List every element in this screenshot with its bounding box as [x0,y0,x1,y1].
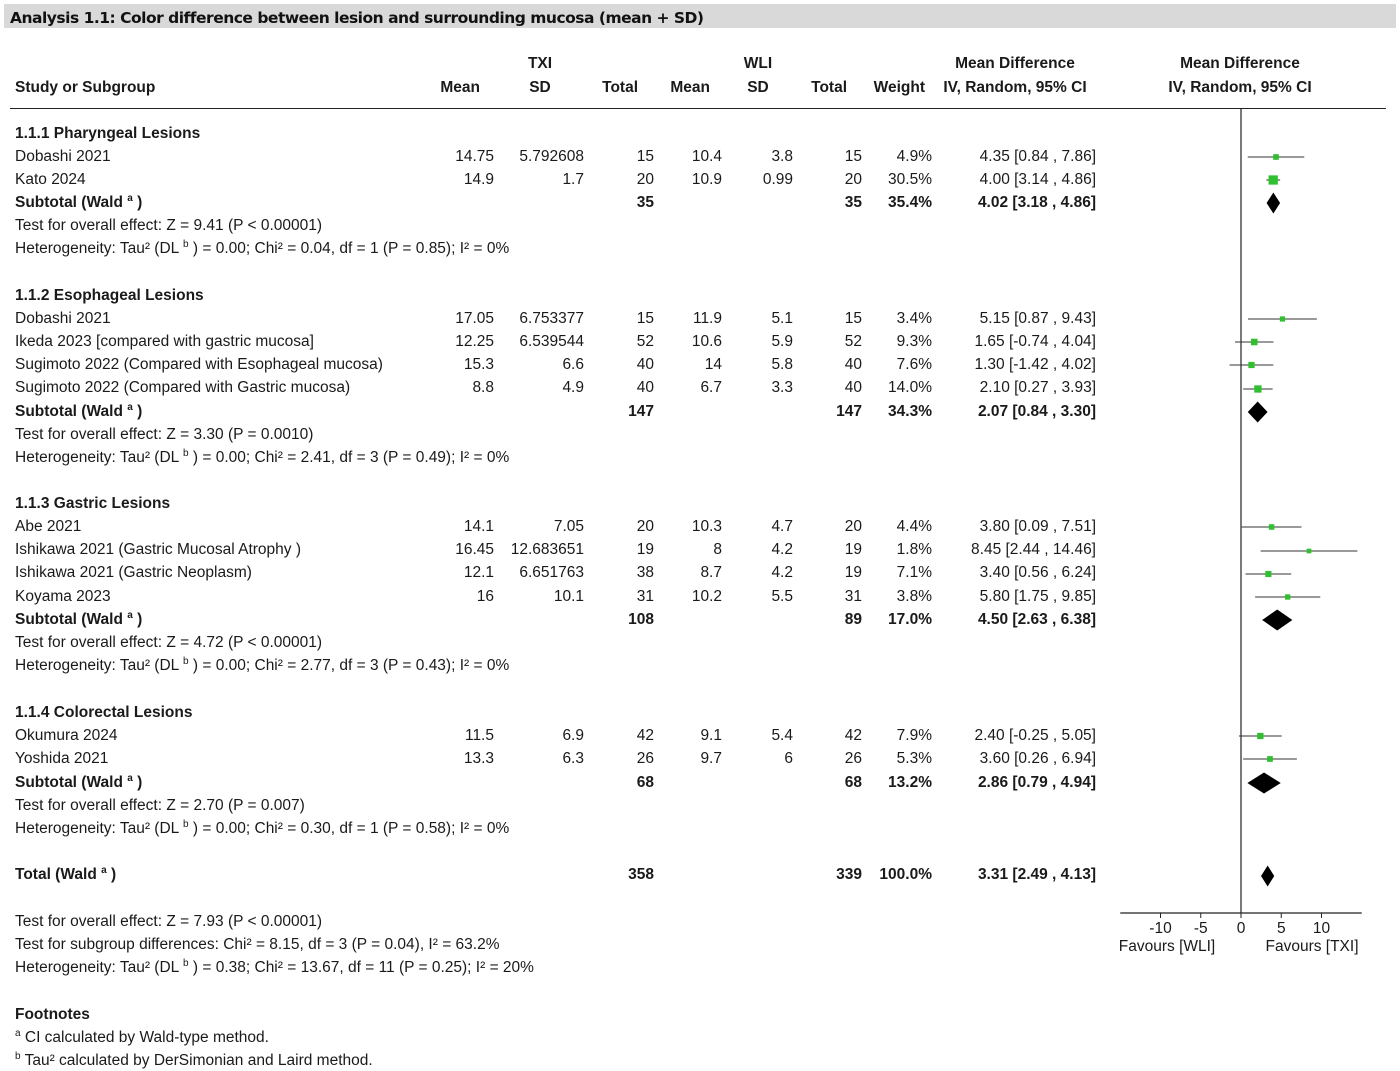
weight: 7.6% [896,356,932,373]
txi-mean: 12.25 [455,333,494,350]
subtotal-ci: 2.86 [0.79 , 4.94] [977,774,1096,791]
txi-total: 19 [636,541,654,558]
wli-total: 26 [844,750,862,767]
subtotal-diamond [1267,193,1281,214]
study-name: Ishikawa 2021 (Gastric Neoplasm) [15,564,252,581]
heterogeneity: Heterogeneity: Tau² (DL $^b$ ) = 0.00; Chi² = 0.30, df = 1 (P = 0.58); I² = 0% [15,819,510,837]
txi-sd: 5.792608 [519,148,584,165]
wli-mean: 9.1 [700,727,722,744]
total-diamond [1261,866,1274,887]
txi-sd: 1.7 [562,171,584,188]
x-tick-label: 10 [1312,920,1331,937]
wli-total: 20 [844,171,862,188]
txi-sd: 4.9 [562,379,584,396]
subtotal-wli-total: 147 [836,403,862,420]
favours-right-label: Favours [TXI] [1265,938,1359,955]
subtotal-label: Subtotal (Wald $^a$ ) [15,773,143,791]
heterogeneity: Heterogeneity: Tau² (DL $^b$ ) = 0.00; Chi² = 2.77, df = 3 (P = 0.43); I² = 0% [15,656,510,674]
mean-difference-ci: 4.35 [0.84 , 7.86] [979,148,1096,165]
study-marker [1251,339,1258,346]
weight: 4.4% [896,518,932,535]
txi-sd: 6.539544 [519,333,584,350]
wli-sd: 6 [784,750,793,767]
weight: 9.3% [896,333,932,350]
study-marker [1285,594,1290,599]
study-marker [1254,385,1261,392]
wli-mean: 10.3 [691,518,722,535]
wli-mean: 10.4 [691,148,722,165]
wli-total: 19 [844,564,862,581]
wli-mean: 10.2 [691,588,722,605]
wli-total: 52 [844,333,862,350]
study-name: Ishikawa 2021 (Gastric Mucosal Atrophy ) [15,541,302,558]
study-name: Abe 2021 [15,518,82,535]
wli-sd: 4.2 [771,541,793,558]
wli-sd: 3.3 [771,379,793,396]
study-name: Dobashi 2021 [15,148,111,165]
group-title: 1.1.1 Pharyngeal Lesions [15,125,201,142]
txi-sd: 6.6 [562,356,584,373]
mean-difference-ci: 3.80 [0.09 , 7.51] [979,518,1096,535]
txi-total: 38 [636,564,654,581]
txi-mean: 14.1 [463,518,494,535]
header-wli-mean: Mean [670,79,710,96]
wli-mean: 11.9 [692,310,722,327]
wli-sd: 5.5 [771,588,793,605]
x-tick-label: -5 [1193,920,1208,937]
study-marker [1257,733,1263,739]
subtotal-wli-total: 35 [844,194,862,211]
subtotal-txi-total: 108 [628,611,654,628]
mean-difference-ci: 2.40 [-0.25 , 5.05] [974,727,1096,744]
txi-total: 40 [636,356,654,373]
x-tick-label: 0 [1236,920,1246,937]
weight: 1.8% [896,541,932,558]
weight: 3.8% [896,588,932,605]
txi-total: 31 [636,588,654,605]
wli-total: 42 [844,727,862,744]
txi-sd: 6.753377 [519,310,584,327]
heterogeneity: Heterogeneity: Tau² (DL $^b$ ) = 0.00; Chi² = 2.41, df = 3 (P = 0.49); I² = 0% [15,448,510,466]
header-txi: TXI [527,55,553,72]
txi-mean: 12.1 [463,564,494,581]
total-label: Total (Wald $^a$ ) [15,865,117,883]
header-txi-sd: SD [529,79,551,96]
weight: 7.1% [896,564,932,581]
wli-total: 19 [844,541,862,558]
total-weight: 100.0% [879,866,932,883]
x-tick-label: 5 [1276,920,1286,937]
txi-total: 15 [636,310,654,327]
subtotal-wli-total: 68 [844,774,862,791]
subtotal-diamond [1247,773,1280,794]
study-name: Okumura 2024 [15,727,118,744]
header-wli-sd: SD [747,79,769,96]
txi-total: 52 [636,333,654,350]
txi-sd: 6.9 [562,727,584,744]
study-marker [1280,316,1285,321]
header-study: Study or Subgroup [15,79,156,96]
study-marker [1248,362,1254,368]
header-plot-method: IV, Random, 95% CI [1168,79,1312,96]
footnotes-title: Footnotes [15,1006,90,1023]
test-overall-effect: Test for overall effect: Z = 9.41 (P < 0.00001) [15,217,323,234]
subtotal-weight: 17.0% [888,611,932,628]
wli-sd: 4.7 [771,518,793,535]
mean-difference-ci: 1.65 [-0.74 , 4.04] [974,333,1096,350]
subtotal-txi-total: 68 [636,774,654,791]
wli-sd: 3.8 [771,148,793,165]
subtotal-ci: 2.07 [0.84 , 3.30] [977,403,1096,420]
wli-total: 15 [844,310,862,327]
txi-total: 26 [636,750,654,767]
wli-total: 40 [844,356,862,373]
wli-total: 31 [844,588,862,605]
wli-mean: 10.6 [691,333,722,350]
test-overall-effect: Test for overall effect: Z = 3.30 (P = 0.0010) [15,426,314,443]
mean-difference-ci: 8.45 [2.44 , 14.46] [971,541,1096,558]
txi-sd: 7.05 [553,518,584,535]
mean-difference-ci: 3.60 [0.26 , 6.94] [979,750,1096,767]
wli-sd: 4.2 [771,564,793,581]
wli-sd: 5.4 [771,727,793,744]
txi-mean: 16 [476,588,494,605]
subtotal-weight: 34.3% [888,403,932,420]
study-name: Dobashi 2021 [15,310,111,327]
txi-mean: 15.3 [463,356,494,373]
study-name: Ikeda 2023 [compared with gastric mucosa] [15,333,314,350]
study-marker [1307,549,1312,554]
subtotal-weight: 13.2% [888,774,932,791]
total-txi-total: 358 [628,866,654,883]
subtotal-wli-total: 89 [844,611,862,628]
mean-difference-ci: 3.40 [0.56 , 6.24] [979,564,1096,581]
subtotal-ci: 4.02 [3.18 , 4.86] [977,194,1096,211]
txi-total: 15 [636,148,654,165]
header-wli: WLI [743,55,773,72]
wli-sd: 5.8 [771,356,793,373]
mean-difference-ci: 2.10 [0.27 , 3.93] [979,379,1096,396]
subgroup-differences: Test for subgroup differences: Chi² = 8.15, df = 3 (P = 0.04), I² = 63.2% [15,936,500,953]
study-name: Sugimoto 2022 (Compared with Esophageal mucosa) [15,356,383,373]
weight: 30.5% [888,171,932,188]
txi-sd: 6.651763 [519,564,584,581]
mean-difference-ci: 5.15 [0.87 , 9.43] [979,310,1096,327]
txi-mean: 14.75 [455,148,494,165]
group-title: 1.1.4 Colorectal Lesions [15,704,193,721]
footnote-a: $^a$ CI calculated by Wald-type method. [15,1028,269,1046]
wli-mean: 9.7 [700,750,722,767]
wli-mean: 14 [704,356,722,373]
wli-mean: 6.7 [700,379,722,396]
weight: 4.9% [896,148,932,165]
x-tick-label: -10 [1149,920,1172,937]
subtotal-txi-total: 35 [636,194,654,211]
study-marker [1265,571,1271,577]
txi-mean: 17.05 [455,310,494,327]
study-marker [1269,524,1275,530]
weight: 7.9% [896,727,932,744]
weight: 14.0% [888,379,932,396]
txi-mean: 14.9 [463,171,494,188]
txi-sd: 12.683651 [510,541,584,558]
wli-mean: 8 [713,541,722,558]
txi-mean: 13.3 [463,750,494,767]
wli-total: 20 [844,518,862,535]
favours-left-label: Favours [WLI] [1118,938,1216,955]
heterogeneity: Heterogeneity: Tau² (DL $^b$ ) = 0.00; Chi² = 0.04, df = 1 (P = 0.85); I² = 0% [15,239,510,257]
overall-heterogeneity: Heterogeneity: Tau² (DL $^b$ ) = 0.38; Chi² = 13.67, df = 11 (P = 0.25); I² = 20% [15,958,534,976]
txi-mean: 8.8 [472,379,494,396]
study-marker [1267,756,1273,762]
txi-total: 40 [636,379,654,396]
subtotal-diamond [1262,610,1292,631]
total-wli-total: 339 [836,866,862,883]
txi-sd: 6.3 [562,750,584,767]
txi-sd: 10.1 [553,588,584,605]
overall-test-effect: Test for overall effect: Z = 7.93 (P < 0.00001) [15,913,323,930]
mean-difference-ci: 1.30 [-1.42 , 4.02] [974,356,1096,373]
header-md-title: Mean Difference [955,55,1075,72]
wli-sd: 0.99 [762,171,793,188]
txi-mean: 11.5 [464,727,494,744]
txi-total: 20 [636,518,654,535]
wli-mean: 8.7 [700,564,722,581]
study-marker [1269,175,1278,184]
header-md-method: IV, Random, 95% CI [943,79,1087,96]
subtotal-weight: 35.4% [888,194,932,211]
subtotal-ci: 4.50 [2.63 , 6.38] [977,611,1096,628]
mean-difference-ci: 4.00 [3.14 , 4.86] [979,171,1096,188]
header-plot-title: Mean Difference [1180,55,1300,72]
subtotal-diamond [1248,402,1268,423]
test-overall-effect: Test for overall effect: Z = 4.72 (P < 0.00001) [15,634,323,651]
group-title: 1.1.2 Esophageal Lesions [15,287,204,304]
header-wli-total: Total [811,79,847,96]
txi-mean: 16.45 [455,541,494,558]
total-ci: 3.31 [2.49 , 4.13] [977,866,1096,883]
txi-total: 42 [636,727,654,744]
wli-total: 40 [844,379,862,396]
group-title: 1.1.3 Gastric Lesions [15,495,171,512]
weight: 5.3% [896,750,932,767]
study-name: Yoshida 2021 [15,750,109,767]
footnote-b: $^b$ Tau² calculated by DerSimonian and Laird method. [15,1051,373,1069]
wli-mean: 10.9 [691,171,722,188]
header-txi-mean: Mean [440,79,480,96]
wli-sd: 5.9 [771,333,793,350]
analysis-title: Analysis 1.1: Color difference between lesion and surrounding mucosa (mean + SD) [10,9,704,27]
study-name: Kato 2024 [15,171,86,188]
weight: 3.4% [896,310,932,327]
study-name: Sugimoto 2022 (Compared with Gastric mucosa) [15,379,351,396]
study-name: Koyama 2023 [15,588,111,605]
subtotal-label: Subtotal (Wald $^a$ ) [15,610,143,628]
header-weight: Weight [873,79,925,96]
subtotal-label: Subtotal (Wald $^a$ ) [15,193,143,211]
subtotal-label: Subtotal (Wald $^a$ ) [15,402,143,420]
header-txi-total: Total [602,79,638,96]
study-marker [1273,154,1279,160]
mean-difference-ci: 5.80 [1.75 , 9.85] [979,588,1096,605]
txi-total: 20 [636,171,654,188]
wli-sd: 5.1 [771,310,793,327]
test-overall-effect: Test for overall effect: Z = 2.70 (P = 0.007) [15,797,305,814]
wli-total: 15 [844,148,862,165]
subtotal-txi-total: 147 [628,403,654,420]
